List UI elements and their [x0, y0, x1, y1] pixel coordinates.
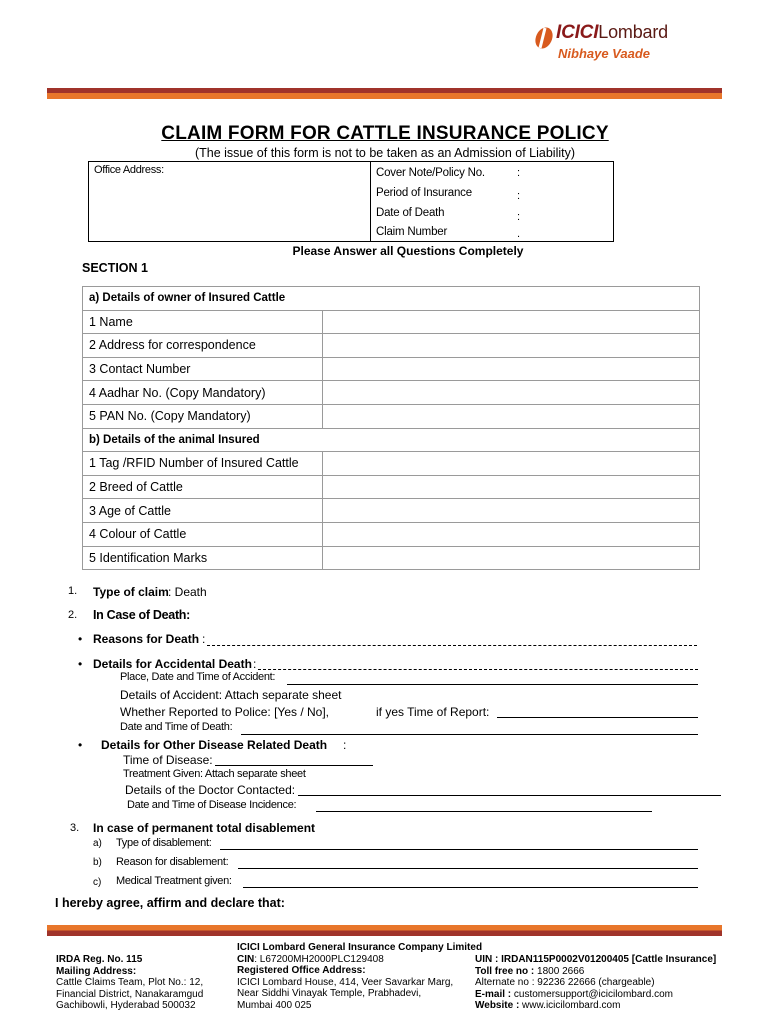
owner-heading: a) Details of owner of Insured Cattle	[83, 287, 700, 311]
details-table	[82, 286, 700, 570]
alternate-line: Alternate no : 92236 22666 (chargeable)	[475, 977, 655, 988]
table-row	[83, 357, 700, 381]
logo-brand: ICICILombard	[556, 22, 668, 43]
q2-label: In Case of Death:	[93, 608, 190, 622]
q1-label: Type of claim	[93, 585, 169, 599]
claim-number-colon: .	[517, 228, 521, 240]
accidental-label: Details for Accidental Death	[93, 657, 252, 671]
disease-label: Details for Other Disease Related Death	[101, 738, 328, 752]
owner-contact-field[interactable]	[323, 357, 700, 381]
q3-number: 3.	[70, 822, 80, 834]
date-of-death-colon: :	[517, 211, 521, 223]
death-datetime-field[interactable]	[241, 734, 698, 735]
q2-number: 2.	[68, 609, 78, 621]
table-row	[83, 334, 700, 358]
bottom-brand-band	[47, 925, 722, 936]
table-row	[83, 452, 700, 476]
footer-col-left	[56, 954, 203, 1012]
treatment-label: Treatment Given: Attach separate sheet	[123, 768, 306, 780]
website-line: Website : www.icicilombard.com	[475, 1000, 621, 1011]
owner-address-label: 2 Address for correspondence	[83, 334, 323, 358]
footer-col-middle	[237, 942, 482, 1011]
report-time-label: if yes Time of Report:	[376, 705, 490, 719]
section-1-heading: SECTION 1	[82, 261, 148, 275]
declaration-heading: I hereby agree, affirm and declare that:	[55, 896, 285, 910]
table-row	[83, 404, 700, 428]
table-row	[83, 287, 700, 311]
animal-colour-field[interactable]	[323, 522, 700, 546]
bullet-icon: •	[78, 738, 83, 752]
disease-time-field[interactable]	[215, 765, 373, 766]
police-label: Whether Reported to Police: [Yes / No],	[120, 705, 329, 719]
owner-pan-label: 5 PAN No. (Copy Mandatory)	[83, 404, 323, 428]
disablement-reason-field[interactable]	[238, 868, 698, 869]
reasons-colon: :	[202, 632, 206, 646]
report-time-field[interactable]	[497, 717, 698, 718]
animal-breed-field[interactable]	[323, 475, 700, 499]
disablement-reason-label: Reason for disablement:	[116, 856, 229, 868]
incidence-field[interactable]	[316, 811, 652, 812]
table-row	[83, 381, 700, 405]
bullet-icon: •	[78, 657, 83, 671]
animal-marks-field[interactable]	[323, 546, 700, 570]
uin-line: UIN : IRDAN115P0002V01200405 [Cattle Insurance]	[475, 954, 717, 965]
animal-marks-label: 5 Identification Marks	[83, 546, 323, 570]
table-row	[83, 546, 700, 570]
animal-age-label: 3 Age of Cattle	[83, 499, 323, 523]
animal-colour-label: 4 Colour of Cattle	[83, 522, 323, 546]
owner-address-field[interactable]	[323, 334, 700, 358]
table-row	[83, 428, 700, 452]
period-label: Period of Insurance	[376, 187, 472, 199]
company-name: ICICI Lombard General Insurance Company Limited	[237, 942, 483, 953]
medical-treatment-label: Medical Treatment given:	[116, 875, 232, 887]
death-datetime-label: Date and Time of Death:	[120, 721, 233, 733]
owner-contact-label: 3 Contact Number	[83, 357, 323, 381]
mailing-label: Mailing Address:	[56, 965, 137, 977]
table-row	[83, 499, 700, 523]
accidental-colon: :	[253, 657, 257, 671]
accidental-field[interactable]	[258, 669, 698, 670]
q3-label: In case of permanent total disablement	[93, 821, 316, 835]
q3-item-letter: b)	[93, 857, 102, 868]
disease-time-label: Time of Disease:	[123, 753, 213, 767]
animal-tag-field[interactable]	[323, 452, 700, 476]
accident-place-field[interactable]	[287, 684, 698, 685]
animal-breed-label: 2 Breed of Cattle	[83, 475, 323, 499]
irda-reg: IRDA Reg. No. 115	[56, 954, 143, 965]
reg-addr-2: Near Siddhi Vinayak Temple, Prabhadevi,	[237, 988, 422, 999]
mailing-addr-2: Financial District, Nanakaramgud	[56, 988, 204, 1000]
q1-number: 1.	[68, 585, 78, 597]
animal-tag-label: 1 Tag /RFID Number of Insured Cattle	[83, 452, 323, 476]
disablement-type-field[interactable]	[220, 849, 698, 850]
logo-mark-icon	[534, 24, 554, 52]
period-colon: :	[517, 190, 521, 202]
registered-office-label: Registered Office Address:	[237, 965, 366, 976]
doctor-field[interactable]	[298, 795, 721, 796]
claim-number-label: Claim Number	[376, 226, 448, 238]
reg-addr-1: ICICI Lombard House, 414, Veer Savarkar Marg,	[237, 976, 454, 988]
logo-tagline: Nibhaye Vaade	[558, 46, 651, 61]
q3-item-letter: c)	[93, 877, 102, 888]
header-divider	[370, 162, 371, 241]
table-row	[83, 310, 700, 334]
mailing-addr-1: Cattle Claims Team, Plot No.: 12,	[56, 977, 204, 988]
owner-aadhar-label: 4 Aadhar No. (Copy Mandatory)	[83, 381, 323, 405]
accident-attach-label: Details of Accident: Attach separate sheet	[120, 688, 342, 702]
reasons-field[interactable]	[207, 645, 697, 646]
accident-place-label: Place, Date and Time of Accident:	[120, 671, 276, 683]
disablement-type-label: Type of disablement:	[116, 837, 212, 849]
email-line: E-mail : customersupport@icicilombard.com	[475, 988, 673, 1000]
incidence-label: Date and Time of Disease Incidence:	[127, 799, 297, 811]
header-box	[88, 161, 614, 242]
form-subtitle: (The issue of this form is not to be taken as an Admission of Liability)	[194, 146, 576, 160]
cover-note-label: Cover Note/Policy No.	[376, 167, 485, 179]
form-title: CLAIM FORM FOR CATTLE INSURANCE POLICY	[161, 123, 609, 144]
reasons-label: Reasons for Death	[93, 632, 200, 646]
owner-pan-field[interactable]	[323, 404, 700, 428]
icici-lombard-logo	[530, 22, 720, 64]
owner-aadhar-field[interactable]	[323, 381, 700, 405]
q1-value: : Death	[168, 585, 207, 599]
cover-note-colon: :	[517, 167, 521, 179]
q3-item-letter: a)	[93, 838, 102, 849]
mailing-addr-3: Gachibowli, Hyderabad 500032	[56, 1000, 196, 1011]
owner-name-label: 1 Name	[83, 310, 323, 334]
please-answer-note: Please Answer all Questions Completely	[292, 244, 524, 258]
date-of-death-label: Date of Death	[376, 207, 445, 219]
top-brand-band	[47, 88, 722, 99]
table-row	[83, 522, 700, 546]
cin-line: CIN: L67200MH2000PLC129408	[237, 953, 384, 965]
footer-col-right	[475, 954, 716, 1012]
table-row	[83, 475, 700, 499]
office-address-label: Office Address:	[94, 164, 164, 176]
tollfree-line: Toll free no : 1800 2666	[475, 965, 585, 977]
reg-addr-3: Mumbai 400 025	[237, 999, 312, 1011]
animal-heading: b) Details of the animal Insured	[83, 428, 700, 452]
doctor-label: Details of the Doctor Contacted:	[125, 783, 296, 797]
bullet-icon: •	[78, 632, 83, 646]
animal-age-field[interactable]	[323, 499, 700, 523]
medical-treatment-field[interactable]	[243, 887, 698, 888]
owner-name-field[interactable]	[323, 310, 700, 334]
disease-colon: :	[343, 738, 347, 752]
